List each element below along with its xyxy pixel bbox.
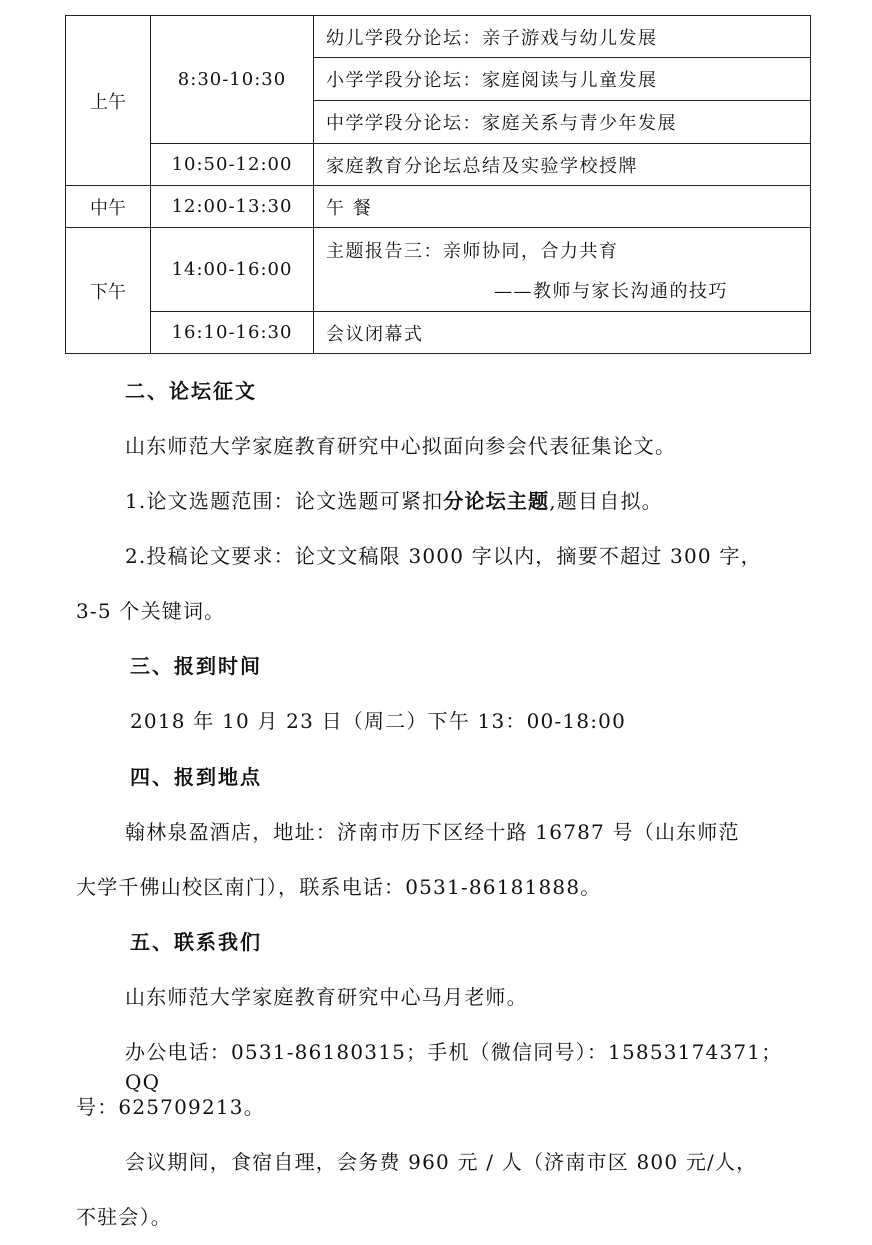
schedule-item: 小学学段分论坛：家庭阅读与儿童发展: [314, 58, 811, 101]
schedule-item-subtitle: ——教师与家长沟通的技巧: [494, 280, 728, 302]
section-heading-essay: 二、论坛征文: [125, 379, 257, 403]
essay-topic-scope: [125, 486, 845, 516]
essay-topic-bold: 分论坛主题: [443, 489, 550, 513]
schedule-item: 家庭教育分论坛总结及实验学校授牌: [314, 144, 811, 186]
fee-line1: 会议期间，食宿自理，会务费 960 元 / 人（济南市区 800 元/人，: [125, 1150, 758, 1174]
contact-phone-line1: 办公电话：0531-86180315；手机（微信同号）：15853174371； QQ: [125, 1040, 783, 1094]
schedule-item: [314, 228, 811, 312]
time-slot: 10:50-12:00: [151, 144, 314, 186]
time-slot: 16:10-16:30: [151, 312, 314, 354]
schedule-item: 幼儿学段分论坛：亲子游戏与幼儿发展: [314, 16, 811, 58]
fee-line2: 不驻会）。: [76, 1205, 172, 1229]
essay-topic-prefix: 1.论文选题范围：论文选题可紧扣: [125, 489, 444, 513]
schedule-item: 午 餐: [314, 186, 811, 228]
period-afternoon: 下午: [66, 228, 151, 354]
schedule-table: [65, 15, 811, 354]
period-noon: 中午: [66, 186, 151, 228]
registration-place-line1: 翰林泉盈酒店，地址：济南市历下区经十路 16787 号（山东师范: [125, 820, 740, 844]
section-heading-contact: 五、联系我们: [130, 930, 262, 954]
registration-place-line2: 大学千佛山校区南门），联系电话：0531-86181888。: [76, 875, 602, 899]
essay-requirements-line2: 3-5 个关键词。: [76, 599, 226, 623]
contact-person: 山东师范大学家庭教育研究中心马月老师。: [125, 985, 528, 1009]
essay-intro: 山东师范大学家庭教育研究中心拟面向参会代表征集论文。: [125, 434, 677, 458]
contact-phone-line2: 号：625709213。: [76, 1095, 265, 1119]
time-slot: 12:00-13:30: [151, 186, 314, 228]
schedule-item: 会议闭幕式: [314, 312, 811, 354]
time-slot: 14:00-16:00: [151, 228, 314, 312]
essay-requirements-line1: 2.投稿论文要求：论文文稿限 3000 字以内，摘要不超过 300 字，: [125, 544, 762, 568]
time-slot: 8:30-10:30: [151, 16, 314, 144]
schedule-item-title: 主题报告三：亲师协同，合力共育: [326, 240, 619, 262]
essay-topic-suffix: ,题目自拟。: [549, 489, 663, 513]
section-heading-registration-place: 四、报到地点: [130, 765, 262, 789]
section-heading-registration-time: 三、报到时间: [130, 654, 262, 678]
period-morning: 上午: [66, 16, 151, 186]
registration-time: 2018 年 10 月 23 日（周二）下午 13：00-18:00: [130, 709, 627, 733]
schedule-item: 中学学段分论坛：家庭关系与青少年发展: [314, 101, 811, 144]
